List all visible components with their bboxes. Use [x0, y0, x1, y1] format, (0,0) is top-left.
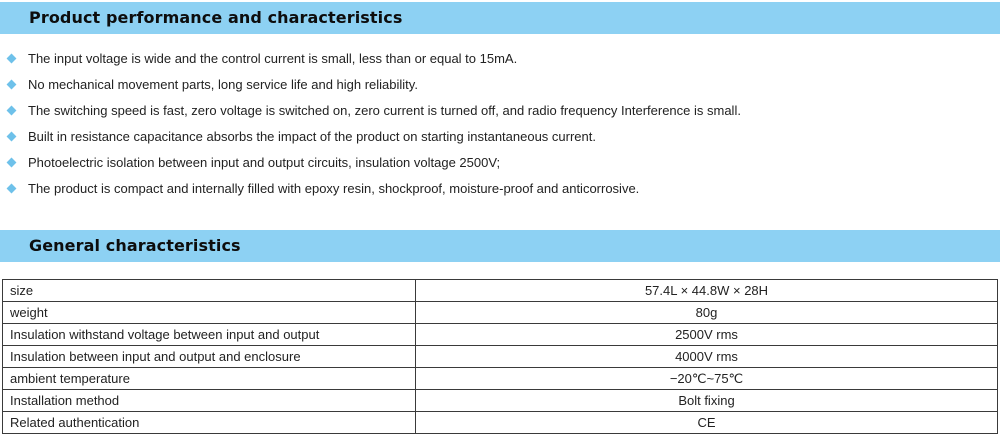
performance-section-title: Product performance and characteristics [29, 8, 403, 27]
feature-text: No mechanical movement parts, long service life and high reliability. [28, 77, 418, 92]
spec-label: Insulation withstand voltage between input and output [3, 324, 416, 346]
spec-value: 57.4L × 44.8W × 28H [416, 280, 998, 302]
table-row [3, 390, 998, 412]
table-row [3, 412, 998, 434]
feature-text: The switching speed is fast, zero voltage is switched on, zero current is turned off, and radio frequency Interference is small. [28, 103, 741, 118]
feature-item [0, 72, 1000, 98]
table-row [3, 280, 998, 302]
spec-value: 2500V rms [416, 324, 998, 346]
spec-value: −20℃~75℃ [416, 368, 998, 390]
diamond-bullet-icon [7, 106, 17, 116]
spec-label: Insulation between input and output and enclosure [3, 346, 416, 368]
feature-item [0, 150, 1000, 176]
spec-label: Related authentication [3, 412, 416, 434]
feature-item [0, 176, 1000, 202]
feature-item [0, 124, 1000, 150]
diamond-bullet-icon [7, 158, 17, 168]
diamond-bullet-icon [7, 54, 17, 64]
spec-value: CE [416, 412, 998, 434]
spec-label: size [3, 280, 416, 302]
spec-value: Bolt fixing [416, 390, 998, 412]
feature-list [0, 46, 1000, 202]
feature-text: Built in resistance capacitance absorbs the impact of the product on starting instantaneous current. [28, 129, 596, 144]
spec-value: 4000V rms [416, 346, 998, 368]
table-row [3, 324, 998, 346]
diamond-bullet-icon [7, 184, 17, 194]
spec-value: 80g [416, 302, 998, 324]
feature-text: Photoelectric isolation between input and output circuits, insulation voltage 2500V; [28, 155, 501, 170]
spec-label: weight [3, 302, 416, 324]
feature-text: The input voltage is wide and the control current is small, less than or equal to 15mA. [28, 51, 518, 66]
feature-text: The product is compact and internally filled with epoxy resin, shockproof, moisture-proof and anticorrosive. [28, 181, 640, 196]
performance-section-header [0, 2, 1000, 34]
feature-item [0, 46, 1000, 72]
spec-label: Installation method [3, 390, 416, 412]
diamond-bullet-icon [7, 132, 17, 142]
spec-table [2, 279, 998, 434]
table-row [3, 302, 998, 324]
table-row [3, 346, 998, 368]
spec-label: ambient temperature [3, 368, 416, 390]
feature-item [0, 98, 1000, 124]
diamond-bullet-icon [7, 80, 17, 90]
table-row [3, 368, 998, 390]
general-section-title: General characteristics [29, 236, 241, 255]
general-section-header [0, 230, 1000, 262]
